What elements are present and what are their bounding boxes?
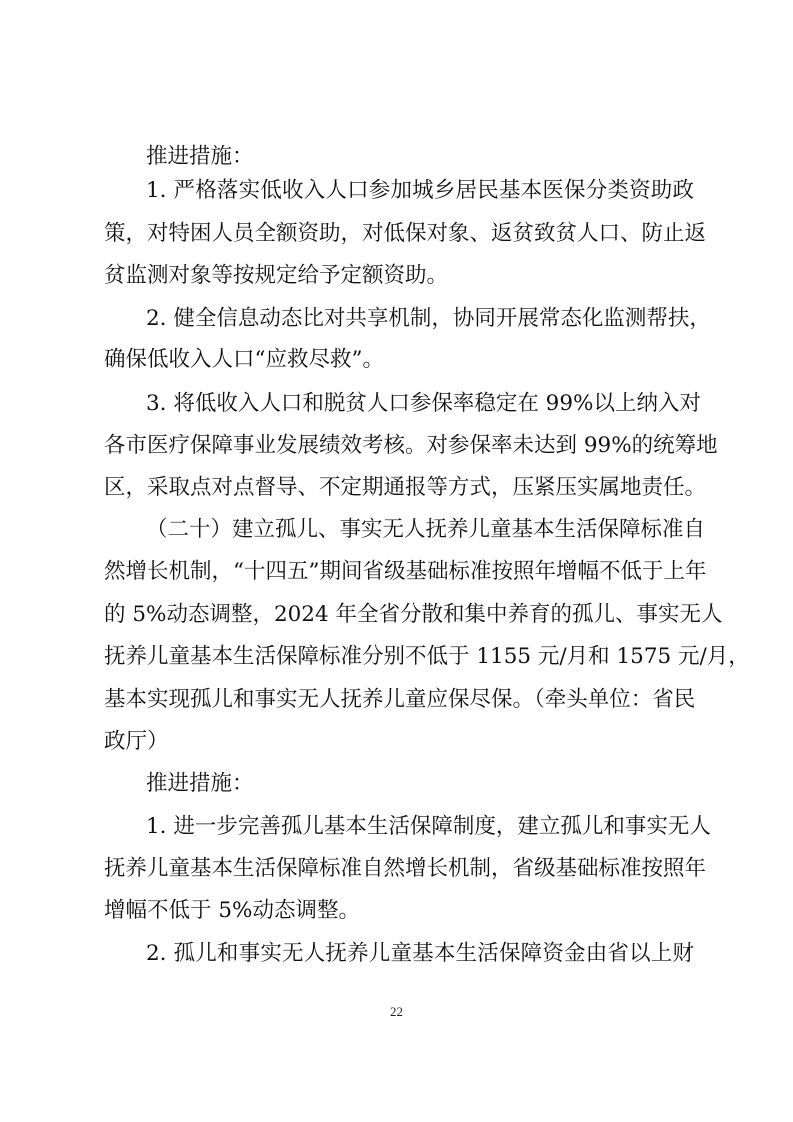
paragraph-line: 1. 严格落实低收入人口参加城乡居民基本医保分类资助政 <box>146 178 694 203</box>
paragraph-line: 然增长机制，“十四五”期间省级基础标准按照年增幅不低于上年 <box>104 559 707 584</box>
paragraph-line: 贫监测对象等按规定给予定额资助。 <box>104 263 449 288</box>
paragraph-line: 增幅不低于 5%动态调整。 <box>104 898 360 923</box>
paragraph-line: 策，对特困人员全额资助，对低保对象、返贫致贫人口、防止返 <box>104 221 707 246</box>
paragraph-line: （二十）建立孤儿、事实无人抚养儿童基本生活保障标准自 <box>146 517 706 542</box>
paragraph-line: 1. 进一步完善孤儿基本生活保障制度，建立孤儿和事实无人 <box>146 814 711 839</box>
paragraph-line: 政厅） <box>104 729 169 754</box>
paragraph-line: 区，采取点对点督导、不定期通报等方式，压紧压实属地责任。 <box>104 475 707 500</box>
paragraph-line: 确保低收入人口“应救尽救”。 <box>104 347 384 372</box>
paragraph-line: 的 5%动态调整，2024 年全省分散和集中养育的孤儿、事实无人 <box>104 602 723 627</box>
section-heading-measures: 推进措施： <box>146 144 254 169</box>
paragraph-line: 2. 孤儿和事实无人抚养儿童基本生活保障资金由省以上财 <box>146 941 694 966</box>
paragraph-line: 3. 将低收入人口和脱贫人口参保率稳定在 99%以上纳入对 <box>146 391 701 416</box>
paragraph-line: 基本实现孤儿和事实无人抚养儿童应保尽保。（牵头单位：省民 <box>104 687 696 712</box>
paragraph-line: 各市医疗保障事业发展绩效考核。对参保率未达到 99%的统筹地 <box>104 433 718 458</box>
paragraph-line: 2. 健全信息动态比对共享机制，协同开展常态化监测帮扶， <box>146 306 711 331</box>
section-heading-measures: 推进措施： <box>146 771 254 796</box>
paragraph-line: 抚养儿童基本生活保障标准自然增长机制，省级基础标准按照年 <box>104 856 707 881</box>
paragraph-line: 抚养儿童基本生活保障标准分别不低于 1155 元/月和 1575 元/月， <box>104 644 750 669</box>
page-number: 22 <box>390 1004 403 1019</box>
